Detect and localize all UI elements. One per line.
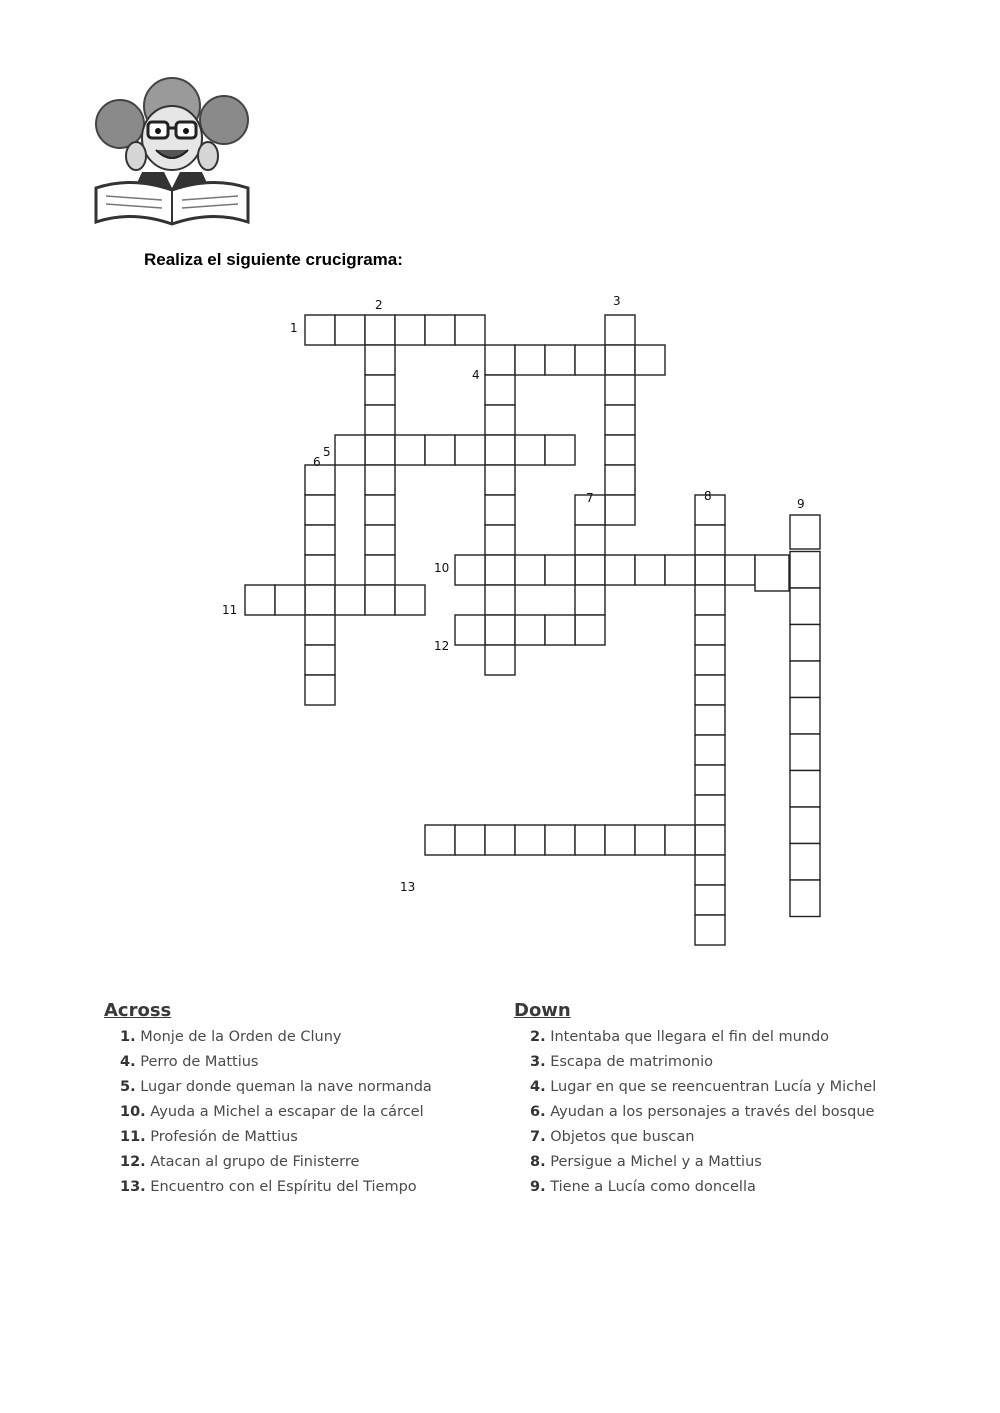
crossword-cell[interactable] [365,405,395,435]
clue-item [120,1102,504,1127]
grid-number-13: 13 [400,880,416,894]
grid-number-1: 1 [290,321,298,335]
crossword-cell[interactable] [485,375,515,405]
crossword-cell[interactable] [485,555,515,585]
crossword-cell[interactable] [695,615,725,645]
crossword-cell[interactable] [790,552,820,589]
crossword-cell[interactable] [455,825,485,855]
crossword-cell[interactable] [485,465,515,495]
crossword-cell[interactable] [305,645,335,675]
clue-text: Tiene a Lucía como doncella [550,1179,756,1195]
crossword-cell[interactable] [545,435,575,465]
crossword-cell[interactable] [695,915,725,945]
crossword-cell[interactable] [635,555,665,585]
clue-number: 1. [120,1029,136,1045]
crossword-cell[interactable] [545,615,575,645]
clue-number: 13. [120,1179,146,1195]
crossword-cell[interactable] [545,345,575,375]
crossword-cell[interactable] [605,465,635,495]
clue-number: 10. [120,1104,146,1120]
clue-number: 7. [530,1129,546,1145]
crossword-cell[interactable] [605,555,635,585]
crossword-cell[interactable] [335,435,365,465]
crossword-cell[interactable] [605,345,635,375]
crossword-cell[interactable] [755,555,789,591]
clue-item [120,1152,504,1177]
crossword-cell[interactable] [275,585,305,615]
clue-text: Objetos que buscan [550,1129,695,1145]
clue-text: Lugar donde queman la nave normanda [140,1079,432,1095]
instruction-text: Realiza el siguiente crucigrama: [144,250,403,269]
crossword-cell[interactable] [305,555,335,585]
clue-item [120,1077,504,1102]
crossword-cell[interactable] [790,698,820,735]
crossword-cell[interactable] [485,525,515,555]
grid-number-4: 4 [472,368,480,382]
crossword-cell[interactable] [575,615,605,645]
crossword-cell[interactable] [695,735,725,765]
crossword-cell[interactable] [365,465,395,495]
crossword-cell[interactable] [575,585,605,615]
crossword-cell[interactable] [485,585,515,615]
crossword-cell[interactable] [425,435,455,465]
crossword-cell[interactable] [695,825,725,855]
clue-text: Lugar en que se reencuentran Lucía y Michel [550,1079,877,1095]
crossword-cell[interactable] [365,345,395,375]
down-clues [514,1000,954,1202]
crossword-cell[interactable] [790,844,820,881]
crossword-cell[interactable] [365,495,395,525]
crossword-cell[interactable] [395,435,425,465]
crossword-cell[interactable] [515,615,545,645]
grid-number-2: 2 [375,298,383,312]
grid-number-5: 5 [323,445,331,459]
crossword-cell[interactable] [485,645,515,675]
crossword-cell[interactable] [790,625,820,662]
grid-number-9: 9 [797,497,805,511]
crossword-cell[interactable] [455,435,485,465]
clue-text: Intentaba que llegara el fin del mundo [550,1029,830,1045]
down-heading: Down [514,1000,571,1021]
crossword-cell[interactable] [605,495,635,525]
crossword-cell[interactable] [695,885,725,915]
crossword-cell[interactable] [365,435,395,465]
crossword-cell[interactable] [575,825,605,855]
crossword-cell[interactable] [605,375,635,405]
crossword-cell[interactable] [790,807,820,844]
clue-text: Profesión de Mattius [150,1129,298,1145]
clue-item [530,1027,954,1052]
clue-number: 4. [530,1079,546,1095]
crossword-cell[interactable] [305,615,335,645]
crossword-cell[interactable] [695,765,725,795]
clue-number: 6. [530,1104,546,1120]
crossword-cell[interactable] [790,661,820,698]
crossword-cell[interactable] [695,525,725,555]
crossword-cell[interactable] [485,345,515,375]
clue-number: 3. [530,1054,546,1070]
clue-text: Ayuda a Michel a escapar de la cárcel [150,1104,424,1120]
crossword-cell[interactable] [695,645,725,675]
crossword-cell[interactable] [365,315,395,345]
crossword-cell[interactable] [575,555,605,585]
clue-text: Perro de Mattius [140,1054,259,1070]
clue-item [530,1052,954,1077]
clue-number: 2. [530,1029,546,1045]
crossword-cell[interactable] [605,405,635,435]
crossword-cell[interactable] [515,825,545,855]
crossword-cell[interactable] [515,345,545,375]
clue-number: 8. [530,1154,546,1170]
crossword-cell[interactable] [485,825,515,855]
crossword-cell[interactable] [425,825,455,855]
crossword-cell[interactable] [365,375,395,405]
grid-number-3: 3 [613,294,621,308]
crossword-cell[interactable] [695,855,725,885]
crossword-cell[interactable] [665,825,695,855]
crossword-cell[interactable] [395,315,425,345]
crossword-cell[interactable] [365,525,395,555]
clue-text: Escapa de matrimonio [550,1054,713,1070]
clue-number: 11. [120,1129,146,1145]
clue-item [120,1177,504,1202]
clue-text: Persigue a Michel y a Mattius [550,1154,762,1170]
crossword-cell[interactable] [790,880,820,917]
clue-item [120,1127,504,1152]
crossword-cell[interactable] [605,825,635,855]
crossword-cell[interactable] [305,495,335,525]
crossword-cell[interactable] [695,705,725,735]
clue-item [530,1177,954,1202]
crossword-cell[interactable] [335,585,365,615]
crossword-cell[interactable] [695,555,725,585]
crossword-cell[interactable] [665,555,695,585]
crossword-cell[interactable] [695,585,725,615]
crossword-cell[interactable] [335,315,365,345]
clue-number: 4. [120,1054,136,1070]
crossword-cell[interactable] [395,585,425,615]
clue-text: Monje de la Orden de Cluny [140,1029,342,1045]
crossword-cell[interactable] [305,315,335,345]
crossword-cell[interactable] [365,555,395,585]
clue-text: Atacan al grupo de Finisterre [150,1154,360,1170]
clue-item [530,1102,954,1127]
crossword-cell[interactable] [305,675,335,705]
crossword-cell[interactable] [575,345,605,375]
clue-text: Encuentro con el Espíritu del Tiempo [150,1179,417,1195]
grid-number-11: 11 [222,603,238,617]
clue-item [120,1027,504,1052]
across-clues [104,1000,504,1202]
across-heading: Across [104,1000,172,1021]
clue-item [120,1052,504,1077]
grid-number-8: 8 [704,489,712,503]
clue-number: 12. [120,1154,146,1170]
crossword-cell[interactable] [365,585,395,615]
crossword-cell[interactable] [455,555,485,585]
crossword-cell[interactable] [305,585,335,615]
crossword-cell[interactable] [695,795,725,825]
clue-item [530,1077,954,1102]
crossword-cell[interactable] [695,675,725,705]
clue-number: 9. [530,1179,546,1195]
crossword-cell[interactable] [485,615,515,645]
crossword-cell[interactable] [790,515,820,549]
crossword-cell[interactable] [455,315,485,345]
crossword-cell[interactable] [425,315,455,345]
crossword-cell[interactable] [305,465,335,495]
crossword-cell[interactable] [790,734,820,771]
crossword-cell[interactable] [605,315,635,345]
crossword-cell[interactable] [485,435,515,465]
clue-item [530,1127,954,1152]
grid-number-7: 7 [586,491,594,505]
crossword-cell[interactable] [515,555,545,585]
crossword-cell[interactable] [545,555,575,585]
crossword-cell[interactable] [455,615,485,645]
crossword-cell[interactable] [575,525,605,555]
clue-text: Ayudan a los personajes a través del bosque [550,1104,875,1120]
clue-number: 5. [120,1079,136,1095]
crossword-cell[interactable] [790,588,820,625]
crossword-cell[interactable] [305,525,335,555]
crossword-cell[interactable] [485,405,515,435]
crossword-cell[interactable] [605,435,635,465]
crossword-cell[interactable] [485,495,515,525]
crossword-cell[interactable] [545,825,575,855]
crossword-cell[interactable] [245,585,275,615]
crossword-cell[interactable] [790,771,820,808]
grid-number-10: 10 [434,561,450,575]
clue-item [530,1152,954,1177]
crossword-cell[interactable] [635,825,665,855]
crossword-cell[interactable] [635,345,665,375]
grid-number-12: 12 [434,639,450,653]
crossword-cell[interactable] [515,435,545,465]
crossword-cell[interactable] [725,555,755,585]
grid-number-6: 6 [313,455,321,469]
